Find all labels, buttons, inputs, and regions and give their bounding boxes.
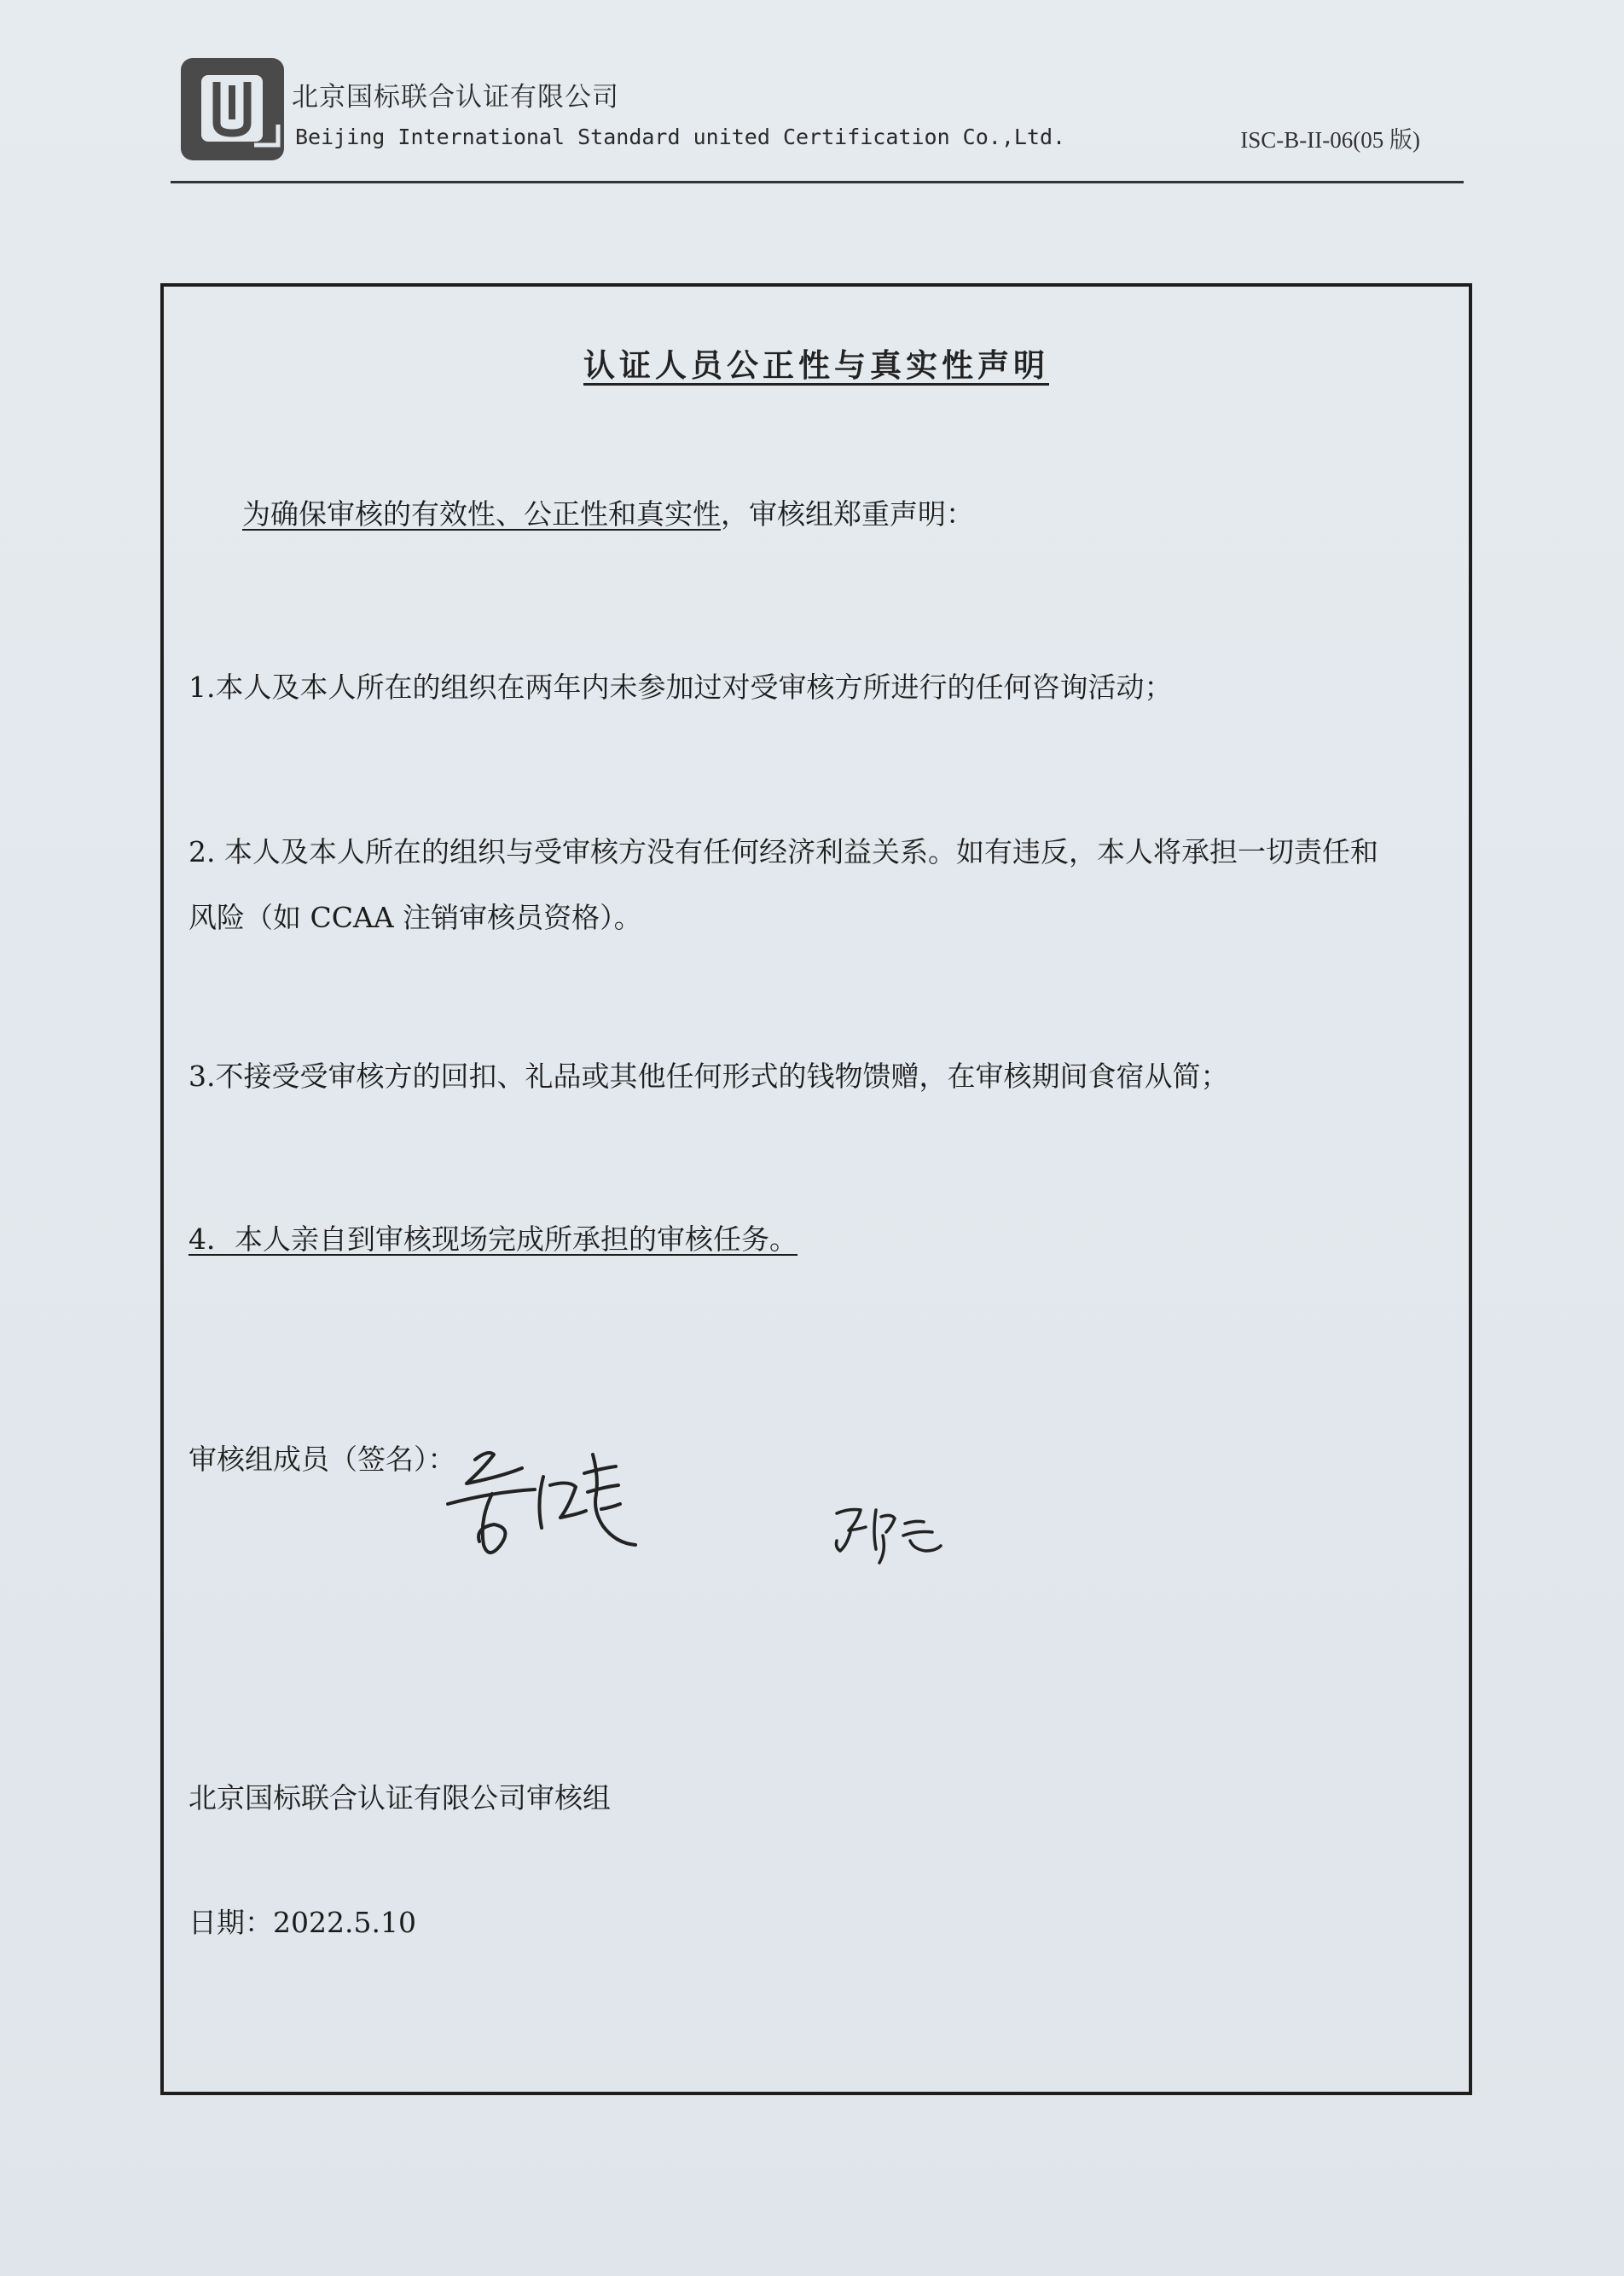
date-label: 日期： xyxy=(188,1906,273,1939)
handwritten-signature-2 xyxy=(832,1498,942,1566)
declaration-item-2-line-1: 2. 本人及本人所在的组织与受审核方没有任何经济利益关系。如有违反，本人将承担一切责任和 xyxy=(188,835,1378,868)
company-name-english: Beijing International Standard united Certification Co.,Ltd. xyxy=(295,125,1066,149)
intro-paragraph xyxy=(242,492,974,532)
form-code: ISC-B-II-06(05 版) xyxy=(1240,127,1420,153)
handwritten-signature-1 xyxy=(441,1443,637,1571)
intro-underlined-text: 为确保审核的有效性、公正性和真实性 xyxy=(242,497,721,531)
declaration-frame xyxy=(160,283,1472,2095)
intro-rest-text: ，审核组郑重声明： xyxy=(721,497,974,531)
document-title: 认证人员公正性与真实性声明 xyxy=(583,347,1049,384)
audit-team-organization: 北京国标联合认证有限公司审核组 xyxy=(188,1781,611,1814)
declaration-item-4: 4．本人亲自到审核现场完成所承担的审核任务。 xyxy=(188,1222,798,1256)
company-logo xyxy=(179,56,286,162)
declaration-date xyxy=(188,1901,416,1941)
members-signature-label: 审核组成员（签名）： xyxy=(188,1443,456,1476)
company-name-chinese: 北京国标联合认证有限公司 xyxy=(292,82,619,113)
declaration-item-2-line-2: 风险（如 CCAA 注销审核员资格）。 xyxy=(188,901,642,934)
date-value: 2022.5.10 xyxy=(273,1906,416,1939)
declaration-item-1: 1.本人及本人所在的组织在两年内未参加过对受审核方所进行的任何咨询活动； xyxy=(188,671,1173,704)
declaration-item-3: 3.不接受受审核方的回扣、礼品或其他任何形式的钱物馈赠，在审核期间食宿从简； xyxy=(188,1060,1229,1093)
letterhead xyxy=(179,56,1463,184)
header-divider xyxy=(171,181,1464,183)
